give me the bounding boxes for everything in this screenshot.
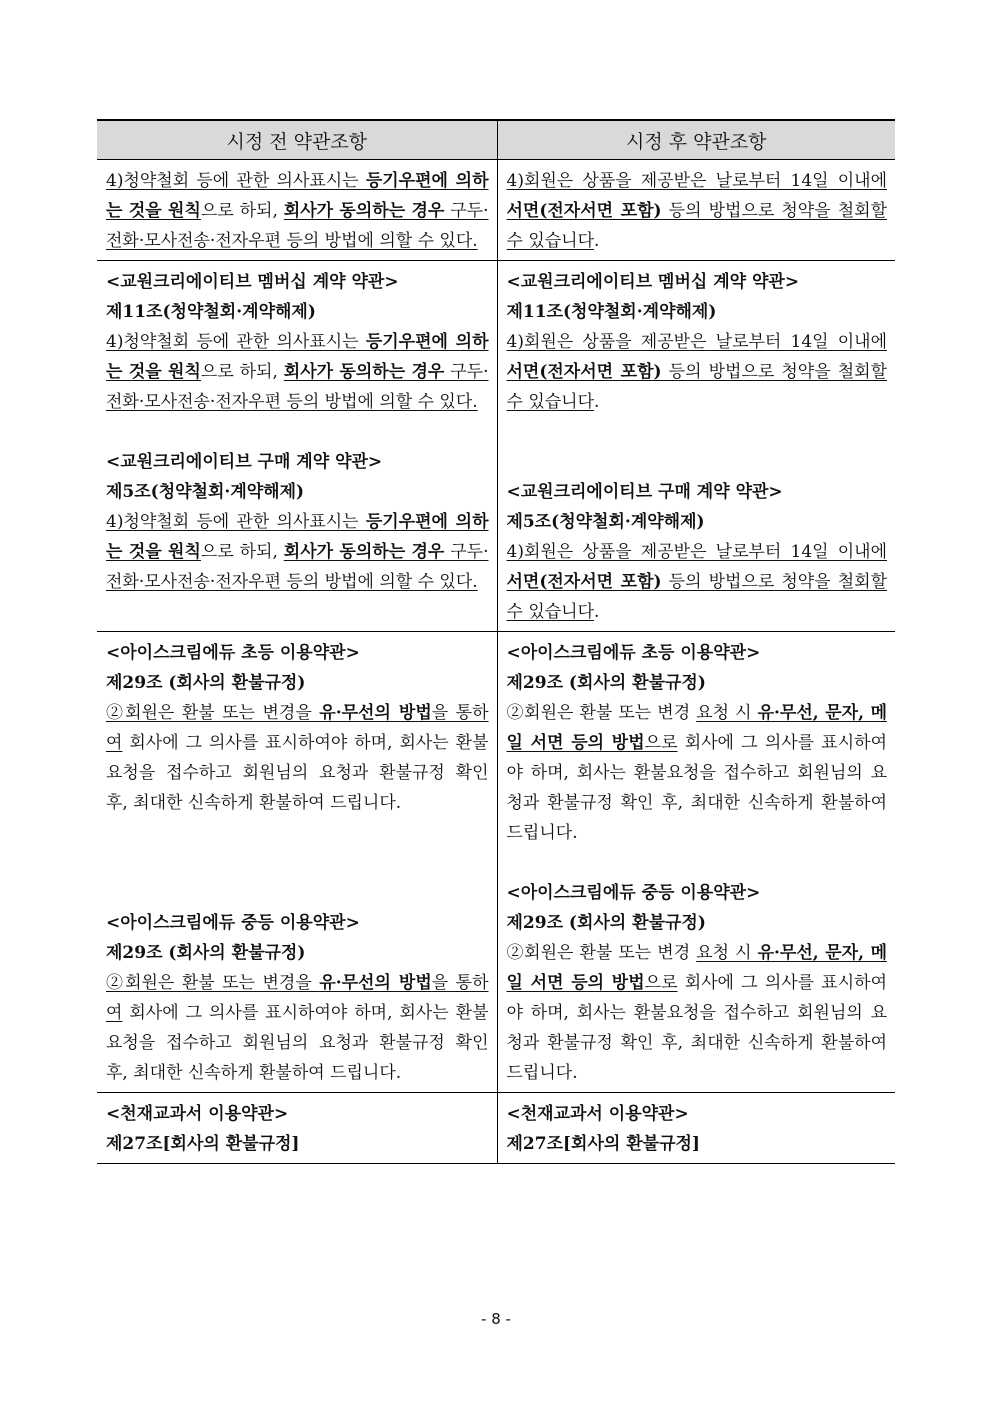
text-run: . (594, 231, 600, 251)
row1-after-cell (497, 160, 895, 261)
underlined-run: 을 통하여 (106, 973, 489, 1023)
spacer (507, 417, 888, 447)
row2-after-cell (497, 261, 895, 632)
bold-underlined-run: 회사가 동의하는 경우 (283, 542, 445, 562)
bold-underlined-run: 등기우편에 의하는 것을 원칙 (106, 332, 489, 382)
text-run: 회사에 그 의사를 표시하여야 하며, 회사는 환불요청을 접수하고 회원님의 요청과 환불규정 확인 후, 최대한 신속하게 환불하여 드립니다. (106, 1003, 489, 1083)
underlined-run: 4)청약철회 등에 관한 의사표시는 (106, 332, 366, 352)
text-run: 4)청약철회 등에 관한 의사표시는 (106, 171, 366, 191)
bold-underlined-run: 유·무선, 문자, 메일 서면 등의 방법 (506, 703, 888, 753)
terms-title: <교원크리에이티브 구매 계약 약관> (506, 482, 783, 502)
clause-text (106, 166, 489, 256)
header-before: 시정 전 약관조항 (97, 120, 497, 160)
text-run: 으로 하되, (200, 362, 284, 382)
table-row (97, 1093, 895, 1164)
bold-underlined-run: 회사가 동의하는 경우 (283, 362, 445, 382)
underlined-run: 4)청약철회 등에 관한 의사표시는 (106, 512, 366, 532)
row1-before-cell (97, 160, 497, 261)
header-after: 시정 후 약관조항 (497, 120, 895, 160)
spacer (106, 818, 489, 848)
page-number: - 8 - (481, 1310, 511, 1328)
article-heading: 제29조 (회사의 환불규정) (106, 943, 306, 963)
row4-before-cell (97, 1093, 497, 1164)
underlined-run: 4)회원은 상품을 제공받은 날로부터 14일 이내에 (506, 332, 887, 352)
bold-underlined-run: 서면(전자서면 포함) (506, 201, 662, 221)
row3-before-cell (97, 632, 497, 1093)
row2-before-cell (97, 261, 497, 632)
terms-title: <천재교과서 이용약관> (106, 1104, 289, 1124)
terms-title: <천재교과서 이용약관> (506, 1104, 689, 1124)
clause-text (106, 698, 489, 818)
underlined-run: 구두·전화·모사전송·전자우편 등의 방법에 의할 수 있다. (106, 542, 489, 592)
bold-underlined-run: 등기우편에 의하는 것을 원칙 (106, 512, 489, 562)
text-run: . (594, 602, 600, 622)
bold-underlined-run: 서면(전자서면 포함) (506, 362, 662, 382)
underlined-run: 요청 시 (696, 703, 758, 723)
clause-text (106, 327, 489, 417)
underlined-run: 으로 (644, 973, 678, 993)
table-header-row (97, 120, 895, 160)
table-row (97, 632, 895, 1093)
article-heading: 제5조(청약철회·계약해제) (106, 482, 305, 502)
article-heading: 제29조 (회사의 환불규정) (506, 913, 706, 933)
bold-underlined-run: 서면(전자서면 포함) (506, 572, 662, 592)
terms-title: <아이스크림에듀 중등 이용약관> (506, 883, 761, 903)
spacer (507, 447, 888, 477)
underlined-run: 으로 (644, 733, 678, 753)
row4-after-cell (497, 1093, 895, 1164)
underlined-run: 구두·전화·모사전송·전자우편 등의 방법에 의할 수 있다. (106, 201, 489, 251)
underlined-run: 등의 방법으로 청약을 철회할 수 있습니다 (506, 572, 887, 622)
article-heading: 제11조(청약철회·계약해제) (506, 302, 717, 322)
clause-text (106, 968, 489, 1088)
article-heading: 제5조(청약철회·계약해제) (506, 512, 705, 532)
terms-title: <아이스크림에듀 초등 이용약관> (506, 643, 761, 663)
terms-title: <아이스크림에듀 중등 이용약관> (106, 913, 360, 933)
article-heading: 제27조[회사의 환불규정] (106, 1134, 300, 1154)
text-run: . (594, 392, 600, 412)
text-run: ②회원은 환불 또는 변경 (506, 703, 697, 723)
underlined-run: 요청 시 (696, 943, 758, 963)
table-row (97, 261, 895, 632)
article-heading: 제27조[회사의 환불규정] (506, 1134, 700, 1154)
text-run: 회사에 그 의사를 표시하여야 하며, 회사는 환불요청을 접수하고 회원님의 요청과 환불규정 확인 후, 최대한 신속하게 환불하여 드립니다. (506, 733, 887, 843)
underlined-run: 4)회원은 상품을 제공받은 날로부터 14일 이내에 (506, 171, 887, 191)
article-heading: 제29조 (회사의 환불규정) (106, 673, 306, 693)
clause-text (507, 327, 888, 417)
clause-text (106, 507, 489, 597)
article-heading: 제29조 (회사의 환불규정) (506, 673, 706, 693)
underlined-run: 등의 방법으로 청약을 철회할 수 있습니다 (506, 201, 887, 251)
underlined-run: 4)회원은 상품을 제공받은 날로부터 14일 이내에 (506, 542, 887, 562)
text-run: 회사에 그 의사를 표시하여야 하며, 회사는 환불요청을 접수하고 회원님의 요청과 환불규정 확인 후, 최대한 신속하게 환불하여 드립니다. (106, 733, 489, 813)
clause-text (507, 166, 888, 256)
underlined-run: 등의 방법으로 청약을 철회할 수 있습니다 (506, 362, 887, 412)
spacer (106, 417, 489, 447)
comparison-table (97, 119, 895, 1164)
bold-underlined-run: 회사가 동의하는 경우 (283, 201, 445, 221)
clause-text (507, 938, 888, 1088)
text-run: 회사에 그 의사를 표시하여야 하며, 회사는 환불요청을 접수하고 회원님의 요청과 환불규정 확인 후, 최대한 신속하게 환불하여 드립니다. (506, 973, 887, 1083)
table-row (97, 160, 895, 261)
text-run: 으로 하되, (200, 542, 284, 562)
terms-title: <교원크리에이티브 멤버십 계약 약관> (106, 272, 399, 292)
spacer (106, 848, 489, 878)
underlined-run: ②회원은 환불 또는 변경을 (106, 703, 320, 723)
clause-text (507, 537, 888, 627)
text-run: 으로 하되, (200, 201, 284, 221)
spacer (507, 848, 888, 878)
spacer (106, 878, 489, 908)
text-run: ②회원은 환불 또는 변경 (506, 943, 697, 963)
underlined-run: 구두·전화·모사전송·전자우편 등의 방법에 의할 수 있다. (106, 362, 489, 412)
clause-text (507, 698, 888, 848)
article-heading: 제11조(청약철회·계약해제) (106, 302, 316, 322)
bold-run: 등기우편에 의하는 것을 원칙 (106, 171, 489, 221)
underlined-run: ②회원은 환불 또는 변경을 (106, 973, 320, 993)
terms-title: <교원크리에이티브 구매 계약 약관> (106, 452, 383, 472)
terms-title: <교원크리에이티브 멤버십 계약 약관> (506, 272, 800, 292)
row3-after-cell (497, 632, 895, 1093)
bold-underlined-run: 유·무선의 방법 (319, 703, 432, 723)
terms-title: <아이스크림에듀 초등 이용약관> (106, 643, 360, 663)
bold-underlined-run: 유·무선의 방법 (319, 973, 432, 993)
underlined-run: 을 통하여 (106, 703, 489, 753)
bold-underlined-run: 유·무선, 문자, 메일 서면 등의 방법 (506, 943, 888, 993)
